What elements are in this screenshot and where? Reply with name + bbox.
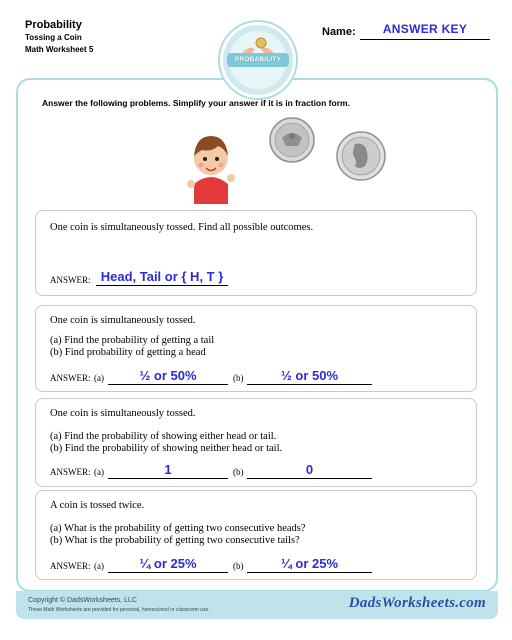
problem-1-text: One coin is simultaneously tossed. Find all possible outcomes. xyxy=(50,222,314,233)
problem-3-line2: (a) Find the probability of showing either head or tail. xyxy=(50,431,277,442)
problem-4-line3: (b) What is the probability of getting two consecutive tails? xyxy=(50,535,300,546)
answer-b-blank[interactable] xyxy=(247,558,372,573)
coin-tails-icon xyxy=(268,116,316,164)
answer-a-blank[interactable] xyxy=(108,464,228,479)
coin-heads-icon xyxy=(335,130,387,182)
answer-a-blank[interactable] xyxy=(108,370,228,385)
problem-4-line2: (a) What is the probability of getting two consecutive heads? xyxy=(50,523,306,534)
problem-3-box xyxy=(35,398,477,487)
problem-4-box xyxy=(35,490,477,580)
problem-1-box xyxy=(35,210,477,296)
footer-note: These Math Worksheets are provided for personal, homeschool or classroom use. xyxy=(28,607,210,613)
worksheet-subtitle: Tossing a Coin xyxy=(25,33,82,42)
answer-b-blank[interactable] xyxy=(247,370,372,385)
answer-b-value: ½ or 50% xyxy=(280,368,339,383)
answer-b-value: ¼ or 25% xyxy=(280,556,339,571)
answer-blank[interactable] xyxy=(96,271,228,286)
worksheet-header xyxy=(25,18,93,56)
answer-label: ANSWER: xyxy=(50,467,91,477)
answer-label: ANSWER: xyxy=(50,373,91,383)
answer-label: ANSWER: xyxy=(50,561,91,571)
problem-2-line2: (a) Find the probability of getting a tail xyxy=(50,335,215,346)
answer-a-blank[interactable] xyxy=(108,558,228,573)
instructions: Answer the following problems. Simplify your answer if it is in fraction form. xyxy=(42,98,350,108)
answer-b-blank[interactable] xyxy=(247,464,372,479)
answer-a-value: 1 xyxy=(164,462,172,477)
answer-b-label: (b) xyxy=(233,373,244,383)
name-field xyxy=(322,22,492,42)
answer-b-value: 0 xyxy=(305,462,314,477)
worksheet-title: Probability xyxy=(25,19,82,31)
answer-a-value: ½ or 50% xyxy=(139,368,197,383)
worksheet-number: Math Worksheet 5 xyxy=(25,45,94,54)
name-label: Name: xyxy=(322,26,356,38)
problem-4-line1: A coin is tossed twice. xyxy=(50,500,145,511)
problem-2-box xyxy=(35,305,477,392)
answer-a-label: (a) xyxy=(94,373,104,383)
dadsworksheets-logo[interactable]: DadsWorksheets.com xyxy=(348,595,486,611)
problem-2-line3: (b) Find probability of getting a head xyxy=(50,347,206,358)
footer-bar xyxy=(16,591,498,619)
answer-b-label: (b) xyxy=(233,561,244,571)
name-value: ANSWER KEY xyxy=(382,22,468,36)
name-underline xyxy=(360,39,490,40)
answer-a-value: ¼ or 25% xyxy=(139,556,197,571)
child-illustration-icon xyxy=(186,128,236,204)
badge-text: PROBABILITY xyxy=(234,56,282,63)
answer-b-label: (b) xyxy=(233,467,244,477)
problem-3-line3: (b) Find the probability of showing neither head or tail. xyxy=(50,443,283,454)
probability-badge xyxy=(220,22,296,98)
problem-3-line1: One coin is simultaneously tossed. xyxy=(50,408,196,419)
footer-copyright: Copyright © DadsWorksheets, LLC xyxy=(28,597,137,604)
answer-a-label: (a) xyxy=(94,467,104,477)
answer-label: ANSWER: xyxy=(50,275,91,285)
answer-a-label: (a) xyxy=(94,561,104,571)
answer-value: Head, Tail or { H, T } xyxy=(100,269,224,284)
problem-2-line1: One coin is simultaneously tossed. xyxy=(50,315,196,326)
